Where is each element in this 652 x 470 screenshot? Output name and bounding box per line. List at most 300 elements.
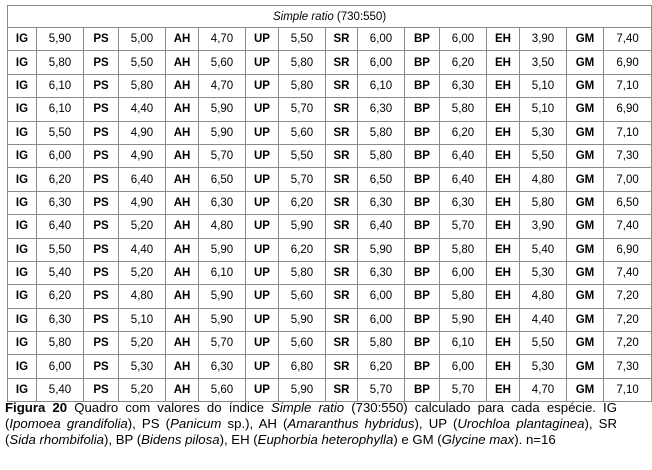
ratio-value-cell: 5,80 bbox=[37, 332, 84, 355]
species-code-cell: EH bbox=[487, 215, 520, 238]
species-code-cell: SR bbox=[326, 51, 358, 74]
species-code-cell: IG bbox=[8, 332, 37, 355]
species-code-cell: SR bbox=[326, 98, 358, 121]
species-code-cell: BP bbox=[405, 51, 440, 74]
caption-italic-text: Panicum bbox=[170, 416, 222, 432]
species-code-cell: BP bbox=[405, 144, 440, 167]
species-code-cell: AH bbox=[166, 121, 199, 144]
species-code-cell: GM bbox=[567, 168, 604, 191]
species-code-cell: PS bbox=[84, 144, 119, 167]
species-code-cell: BP bbox=[405, 355, 440, 378]
caption-text-part: ), SR ( bbox=[5, 416, 618, 448]
ratio-value-cell: 5,60 bbox=[199, 51, 246, 74]
species-code-cell: IG bbox=[8, 74, 37, 97]
ratio-value-cell: 5,90 bbox=[199, 121, 246, 144]
ratio-value-cell: 6,30 bbox=[37, 308, 84, 331]
ratio-value-cell: 4,40 bbox=[119, 98, 166, 121]
species-code-cell: UP bbox=[246, 378, 279, 401]
caption-italic-text: Urochloa plantaginea bbox=[457, 416, 585, 432]
ratio-value-cell: 5,50 bbox=[279, 28, 326, 51]
species-code-cell: GM bbox=[567, 308, 604, 331]
species-code-cell: PS bbox=[84, 215, 119, 238]
ratio-value-cell: 6,30 bbox=[199, 355, 246, 378]
ratio-value-cell: 5,20 bbox=[119, 261, 166, 284]
species-code-cell: AH bbox=[166, 28, 199, 51]
ratio-value-cell: 6,10 bbox=[37, 98, 84, 121]
ratio-value-cell: 6,40 bbox=[119, 168, 166, 191]
species-code-cell: EH bbox=[487, 98, 520, 121]
ratio-value-cell: 6,20 bbox=[37, 285, 84, 308]
ratio-value-cell: 6,20 bbox=[279, 191, 326, 214]
species-code-cell: AH bbox=[166, 191, 199, 214]
table-row bbox=[8, 51, 652, 74]
species-code-cell: AH bbox=[166, 98, 199, 121]
ratio-value-cell: 4,80 bbox=[520, 285, 567, 308]
species-code-cell: BP bbox=[405, 215, 440, 238]
simple-ratio-table bbox=[7, 5, 652, 402]
ratio-value-cell: 5,90 bbox=[279, 215, 326, 238]
species-code-cell: PS bbox=[84, 308, 119, 331]
table-body bbox=[8, 28, 652, 402]
species-code-cell: SR bbox=[326, 332, 358, 355]
table-row bbox=[8, 355, 652, 378]
species-code-cell: SR bbox=[326, 355, 358, 378]
species-code-cell: IG bbox=[8, 308, 37, 331]
ratio-value-cell: 5,70 bbox=[279, 98, 326, 121]
species-code-cell: GM bbox=[567, 215, 604, 238]
species-code-cell: IG bbox=[8, 28, 37, 51]
ratio-value-cell: 5,70 bbox=[199, 332, 246, 355]
ratio-value-cell: 7,40 bbox=[604, 215, 652, 238]
ratio-value-cell: 5,90 bbox=[199, 285, 246, 308]
ratio-value-cell: 5,90 bbox=[199, 238, 246, 261]
ratio-value-cell: 5,40 bbox=[37, 378, 84, 401]
ratio-value-cell: 6,00 bbox=[358, 28, 405, 51]
species-code-cell: PS bbox=[84, 168, 119, 191]
ratio-value-cell: 7,10 bbox=[604, 121, 652, 144]
ratio-value-cell: 4,40 bbox=[119, 238, 166, 261]
species-code-cell: BP bbox=[405, 191, 440, 214]
ratio-value-cell: 6,90 bbox=[604, 238, 652, 261]
ratio-value-cell: 6,00 bbox=[358, 308, 405, 331]
species-code-cell: UP bbox=[246, 308, 279, 331]
species-code-cell: GM bbox=[567, 261, 604, 284]
ratio-value-cell: 5,10 bbox=[119, 308, 166, 331]
ratio-value-cell: 5,10 bbox=[520, 74, 567, 97]
caption-text bbox=[5, 400, 617, 447]
species-code-cell: EH bbox=[487, 51, 520, 74]
ratio-value-cell: 5,70 bbox=[279, 168, 326, 191]
species-code-cell: UP bbox=[246, 191, 279, 214]
ratio-value-cell: 6,40 bbox=[358, 215, 405, 238]
ratio-value-cell: 5,80 bbox=[358, 332, 405, 355]
species-code-cell: AH bbox=[166, 378, 199, 401]
ratio-value-cell: 4,40 bbox=[520, 308, 567, 331]
species-code-cell: EH bbox=[487, 191, 520, 214]
caption-text-part: (730:550) calculado para cada espécie. IG ( bbox=[5, 400, 617, 432]
ratio-value-cell: 6,10 bbox=[37, 74, 84, 97]
ratio-value-cell: 4,90 bbox=[119, 121, 166, 144]
species-code-cell: PS bbox=[84, 332, 119, 355]
species-code-cell: AH bbox=[166, 261, 199, 284]
caption-text-part: ), BP ( bbox=[103, 432, 142, 448]
ratio-value-cell: 6,50 bbox=[604, 191, 652, 214]
ratio-value-cell: 5,60 bbox=[199, 378, 246, 401]
ratio-value-cell: 4,70 bbox=[199, 74, 246, 97]
species-code-cell: UP bbox=[246, 355, 279, 378]
species-code-cell: IG bbox=[8, 51, 37, 74]
ratio-value-cell: 4,90 bbox=[119, 144, 166, 167]
species-code-cell: UP bbox=[246, 121, 279, 144]
ratio-value-cell: 5,50 bbox=[279, 144, 326, 167]
species-code-cell: IG bbox=[8, 355, 37, 378]
ratio-value-cell: 5,80 bbox=[440, 238, 487, 261]
ratio-value-cell: 7,40 bbox=[604, 28, 652, 51]
ratio-value-cell: 7,10 bbox=[604, 378, 652, 401]
ratio-value-cell: 6,80 bbox=[279, 355, 326, 378]
ratio-value-cell: 5,90 bbox=[37, 28, 84, 51]
ratio-value-cell: 5,60 bbox=[279, 332, 326, 355]
ratio-value-cell: 5,80 bbox=[520, 191, 567, 214]
ratio-value-cell: 5,50 bbox=[37, 238, 84, 261]
ratio-value-cell: 6,20 bbox=[440, 121, 487, 144]
ratio-value-cell: 6,90 bbox=[604, 98, 652, 121]
ratio-value-cell: 5,80 bbox=[358, 121, 405, 144]
species-code-cell: UP bbox=[246, 74, 279, 97]
species-code-cell: UP bbox=[246, 238, 279, 261]
species-code-cell: GM bbox=[567, 355, 604, 378]
species-code-cell: BP bbox=[405, 261, 440, 284]
ratio-value-cell: 5,80 bbox=[440, 98, 487, 121]
species-code-cell: SR bbox=[326, 285, 358, 308]
species-code-cell: AH bbox=[166, 355, 199, 378]
caption-italic-text: Euphorbia heterophylla bbox=[257, 432, 394, 448]
ratio-value-cell: 5,70 bbox=[199, 144, 246, 167]
species-code-cell: IG bbox=[8, 238, 37, 261]
species-code-cell: SR bbox=[326, 215, 358, 238]
species-code-cell: AH bbox=[166, 74, 199, 97]
species-code-cell: IG bbox=[8, 144, 37, 167]
species-code-cell: GM bbox=[567, 51, 604, 74]
species-code-cell: GM bbox=[567, 28, 604, 51]
ratio-value-cell: 6,40 bbox=[440, 168, 487, 191]
species-code-cell: IG bbox=[8, 191, 37, 214]
figure-label: Figura 20 bbox=[5, 400, 68, 415]
species-code-cell: GM bbox=[567, 98, 604, 121]
caption-italic-text: Amaranthus hybridus bbox=[287, 416, 415, 432]
caption-italic-text: Sida rhombifolia bbox=[9, 432, 104, 448]
ratio-value-cell: 7,30 bbox=[604, 144, 652, 167]
ratio-value-cell: 4,90 bbox=[119, 191, 166, 214]
species-code-cell: BP bbox=[405, 238, 440, 261]
species-code-cell: IG bbox=[8, 168, 37, 191]
species-code-cell: UP bbox=[246, 98, 279, 121]
ratio-value-cell: 7,40 bbox=[604, 261, 652, 284]
species-code-cell: UP bbox=[246, 144, 279, 167]
ratio-value-cell: 6,40 bbox=[37, 215, 84, 238]
species-code-cell: GM bbox=[567, 121, 604, 144]
ratio-value-cell: 5,90 bbox=[199, 98, 246, 121]
species-code-cell: UP bbox=[246, 168, 279, 191]
ratio-value-cell: 5,60 bbox=[279, 285, 326, 308]
ratio-value-cell: 5,80 bbox=[440, 285, 487, 308]
table-row bbox=[8, 191, 652, 214]
ratio-value-cell: 5,90 bbox=[358, 238, 405, 261]
species-code-cell: EH bbox=[487, 378, 520, 401]
species-code-cell: UP bbox=[246, 332, 279, 355]
species-code-cell: GM bbox=[567, 285, 604, 308]
ratio-value-cell: 6,00 bbox=[440, 355, 487, 378]
species-code-cell: SR bbox=[326, 378, 358, 401]
ratio-value-cell: 6,30 bbox=[440, 191, 487, 214]
species-code-cell: BP bbox=[405, 121, 440, 144]
ratio-value-cell: 6,30 bbox=[37, 191, 84, 214]
species-code-cell: IG bbox=[8, 215, 37, 238]
ratio-value-cell: 6,50 bbox=[358, 168, 405, 191]
species-code-cell: EH bbox=[487, 332, 520, 355]
ratio-value-cell: 6,30 bbox=[199, 191, 246, 214]
ratio-value-cell: 7,20 bbox=[604, 332, 652, 355]
ratio-value-cell: 6,40 bbox=[440, 144, 487, 167]
species-code-cell: BP bbox=[405, 308, 440, 331]
caption-text-part: ), EH ( bbox=[219, 432, 258, 448]
species-code-cell: EH bbox=[487, 168, 520, 191]
table-row bbox=[8, 378, 652, 401]
ratio-value-cell: 7,20 bbox=[604, 308, 652, 331]
ratio-value-cell: 6,00 bbox=[358, 51, 405, 74]
species-code-cell: AH bbox=[166, 168, 199, 191]
species-code-cell: EH bbox=[487, 355, 520, 378]
ratio-value-cell: 5,00 bbox=[119, 28, 166, 51]
ratio-value-cell: 5,10 bbox=[520, 98, 567, 121]
species-code-cell: EH bbox=[487, 261, 520, 284]
species-code-cell: AH bbox=[166, 51, 199, 74]
ratio-value-cell: 5,40 bbox=[520, 238, 567, 261]
ratio-value-cell: 5,50 bbox=[37, 121, 84, 144]
species-code-cell: UP bbox=[246, 285, 279, 308]
ratio-value-cell: 6,30 bbox=[440, 74, 487, 97]
species-code-cell: SR bbox=[326, 238, 358, 261]
ratio-value-cell: 5,50 bbox=[520, 144, 567, 167]
ratio-value-cell: 7,20 bbox=[604, 285, 652, 308]
species-code-cell: PS bbox=[84, 238, 119, 261]
table-header-row bbox=[8, 6, 652, 28]
ratio-value-cell: 5,80 bbox=[119, 74, 166, 97]
ratio-value-cell: 5,90 bbox=[440, 308, 487, 331]
header-title: Simple ratio bbox=[273, 10, 334, 23]
species-code-cell: EH bbox=[487, 308, 520, 331]
ratio-value-cell: 6,00 bbox=[440, 28, 487, 51]
caption-text-part: ), PS ( bbox=[127, 416, 171, 432]
caption-italic-text: Glycine max bbox=[441, 432, 515, 448]
ratio-value-cell: 7,30 bbox=[604, 355, 652, 378]
species-code-cell: AH bbox=[166, 238, 199, 261]
species-code-cell: SR bbox=[326, 121, 358, 144]
ratio-value-cell: 6,00 bbox=[440, 261, 487, 284]
ratio-value-cell: 6,90 bbox=[604, 51, 652, 74]
species-code-cell: EH bbox=[487, 74, 520, 97]
species-code-cell: BP bbox=[405, 285, 440, 308]
species-code-cell: GM bbox=[567, 191, 604, 214]
ratio-value-cell: 5,30 bbox=[520, 261, 567, 284]
ratio-value-cell: 5,50 bbox=[520, 332, 567, 355]
caption-italic-text: Ipomoea grandifolia bbox=[9, 416, 128, 432]
species-code-cell: SR bbox=[326, 28, 358, 51]
species-code-cell: PS bbox=[84, 121, 119, 144]
caption-text-part: ), UP ( bbox=[414, 416, 458, 432]
ratio-value-cell: 6,20 bbox=[279, 238, 326, 261]
ratio-value-cell: 4,80 bbox=[199, 215, 246, 238]
ratio-value-cell: 5,90 bbox=[199, 308, 246, 331]
species-code-cell: BP bbox=[405, 28, 440, 51]
ratio-value-cell: 4,70 bbox=[199, 28, 246, 51]
ratio-value-cell: 5,30 bbox=[520, 355, 567, 378]
species-code-cell: BP bbox=[405, 74, 440, 97]
ratio-value-cell: 5,20 bbox=[119, 332, 166, 355]
table-header-cell bbox=[8, 6, 652, 28]
ratio-value-cell: 6,10 bbox=[199, 261, 246, 284]
species-code-cell: GM bbox=[567, 144, 604, 167]
table-row bbox=[8, 121, 652, 144]
ratio-value-cell: 6,30 bbox=[358, 98, 405, 121]
table-row bbox=[8, 168, 652, 191]
ratio-value-cell: 3,90 bbox=[520, 28, 567, 51]
ratio-value-cell: 6,30 bbox=[358, 261, 405, 284]
ratio-value-cell: 6,20 bbox=[37, 168, 84, 191]
species-code-cell: BP bbox=[405, 378, 440, 401]
species-code-cell: EH bbox=[487, 238, 520, 261]
caption-text-part: sp.), AH ( bbox=[221, 416, 288, 432]
ratio-value-cell: 5,80 bbox=[358, 144, 405, 167]
species-code-cell: SR bbox=[326, 261, 358, 284]
species-code-cell: AH bbox=[166, 308, 199, 331]
species-code-cell: AH bbox=[166, 215, 199, 238]
ratio-value-cell: 6,30 bbox=[358, 191, 405, 214]
species-code-cell: PS bbox=[84, 51, 119, 74]
ratio-value-cell: 3,90 bbox=[520, 215, 567, 238]
ratio-value-cell: 4,80 bbox=[520, 168, 567, 191]
ratio-value-cell: 3,50 bbox=[520, 51, 567, 74]
caption-text-part: ). n=16 bbox=[514, 432, 556, 448]
species-code-cell: EH bbox=[487, 28, 520, 51]
table-row bbox=[8, 28, 652, 51]
ratio-value-cell: 7,00 bbox=[604, 168, 652, 191]
ratio-value-cell: 6,20 bbox=[440, 51, 487, 74]
ratio-value-cell: 5,20 bbox=[119, 378, 166, 401]
ratio-value-cell: 6,20 bbox=[358, 355, 405, 378]
ratio-value-cell: 5,30 bbox=[119, 355, 166, 378]
table-row bbox=[8, 261, 652, 284]
caption-italic-text: Simple ratio bbox=[271, 400, 345, 415]
species-code-cell: IG bbox=[8, 98, 37, 121]
species-code-cell: IG bbox=[8, 285, 37, 308]
ratio-value-cell: 5,60 bbox=[279, 121, 326, 144]
caption-text-part: Quadro com valores do índice bbox=[67, 400, 272, 415]
document-page bbox=[5, 5, 639, 448]
header-range: (730:550) bbox=[336, 10, 387, 23]
species-code-cell: IG bbox=[8, 378, 37, 401]
species-code-cell: UP bbox=[246, 51, 279, 74]
species-code-cell: EH bbox=[487, 144, 520, 167]
table-row bbox=[8, 238, 652, 261]
table-row bbox=[8, 144, 652, 167]
ratio-value-cell: 5,70 bbox=[358, 378, 405, 401]
species-code-cell: UP bbox=[246, 261, 279, 284]
species-code-cell: SR bbox=[326, 308, 358, 331]
species-code-cell: GM bbox=[567, 238, 604, 261]
species-code-cell: EH bbox=[487, 285, 520, 308]
ratio-value-cell: 6,50 bbox=[199, 168, 246, 191]
ratio-value-cell: 4,80 bbox=[119, 285, 166, 308]
species-code-cell: AH bbox=[166, 332, 199, 355]
ratio-value-cell: 6,00 bbox=[37, 144, 84, 167]
figure-caption bbox=[5, 400, 617, 448]
caption-text-part: ) e GM ( bbox=[393, 432, 442, 448]
ratio-value-cell: 5,70 bbox=[440, 378, 487, 401]
ratio-value-cell: 5,80 bbox=[279, 261, 326, 284]
ratio-value-cell: 5,20 bbox=[119, 215, 166, 238]
ratio-value-cell: 5,90 bbox=[279, 308, 326, 331]
species-code-cell: SR bbox=[326, 168, 358, 191]
ratio-value-cell: 6,10 bbox=[440, 332, 487, 355]
species-code-cell: PS bbox=[84, 261, 119, 284]
ratio-value-cell: 5,80 bbox=[37, 51, 84, 74]
species-code-cell: PS bbox=[84, 191, 119, 214]
species-code-cell: PS bbox=[84, 355, 119, 378]
ratio-value-cell: 5,50 bbox=[119, 51, 166, 74]
species-code-cell: EH bbox=[487, 121, 520, 144]
species-code-cell: UP bbox=[246, 215, 279, 238]
species-code-cell: GM bbox=[567, 378, 604, 401]
species-code-cell: PS bbox=[84, 28, 119, 51]
species-code-cell: PS bbox=[84, 74, 119, 97]
species-code-cell: SR bbox=[326, 74, 358, 97]
ratio-value-cell: 5,40 bbox=[37, 261, 84, 284]
table-row bbox=[8, 98, 652, 121]
species-code-cell: PS bbox=[84, 98, 119, 121]
species-code-cell: AH bbox=[166, 285, 199, 308]
species-code-cell: IG bbox=[8, 121, 37, 144]
ratio-value-cell: 5,80 bbox=[279, 51, 326, 74]
species-code-cell: SR bbox=[326, 144, 358, 167]
table-row bbox=[8, 215, 652, 238]
caption-italic-text: Bidens pilosa bbox=[141, 432, 220, 448]
ratio-value-cell: 6,10 bbox=[358, 74, 405, 97]
ratio-value-cell: 5,80 bbox=[279, 74, 326, 97]
ratio-value-cell: 5,30 bbox=[520, 121, 567, 144]
species-code-cell: GM bbox=[567, 74, 604, 97]
species-code-cell: IG bbox=[8, 261, 37, 284]
species-code-cell: GM bbox=[567, 332, 604, 355]
ratio-value-cell: 7,10 bbox=[604, 74, 652, 97]
ratio-value-cell: 5,70 bbox=[440, 215, 487, 238]
species-code-cell: BP bbox=[405, 168, 440, 191]
table-row bbox=[8, 74, 652, 97]
species-code-cell: PS bbox=[84, 285, 119, 308]
ratio-value-cell: 6,00 bbox=[358, 285, 405, 308]
species-code-cell: SR bbox=[326, 191, 358, 214]
table-row bbox=[8, 332, 652, 355]
species-code-cell: BP bbox=[405, 332, 440, 355]
table-row bbox=[8, 308, 652, 331]
species-code-cell: AH bbox=[166, 144, 199, 167]
ratio-value-cell: 4,70 bbox=[520, 378, 567, 401]
species-code-cell: BP bbox=[405, 98, 440, 121]
ratio-value-cell: 6,00 bbox=[37, 355, 84, 378]
table-row bbox=[8, 285, 652, 308]
species-code-cell: UP bbox=[246, 28, 279, 51]
species-code-cell: PS bbox=[84, 378, 119, 401]
